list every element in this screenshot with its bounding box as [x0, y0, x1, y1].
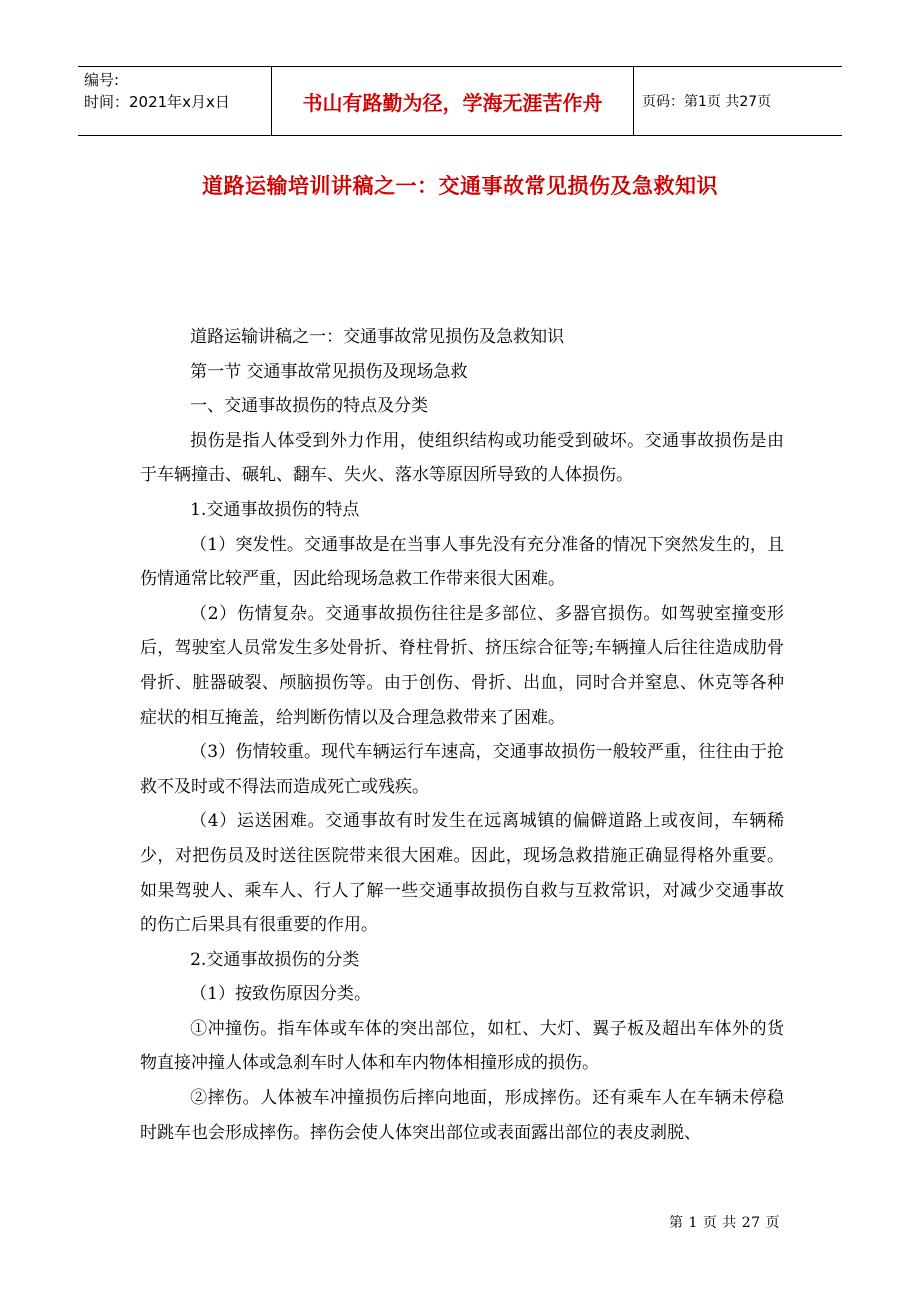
paragraph: （1）按致伤原因分类。 [190, 984, 371, 1005]
paragraph: ①冲撞伤。指车体或车体的突出部位，如杠、大灯、翼子板及超出车体外的货物直接冲撞人体或急刹车时人体和车内物体相撞形成的损伤。 [140, 1018, 784, 1074]
header-table [78, 66, 842, 136]
paragraph: ②摔伤。人体被车冲撞损伤后摔向地面，形成摔伤。还有乘车人在车辆未停稳时跳车也会形成摔伤。摔伤会使人体突出部位或表面露出部位的表皮剥脱、 [140, 1088, 784, 1143]
header-meta [78, 67, 272, 135]
document-number-label: 编号: [84, 71, 120, 89]
document-time-label: 时间：2021年x月x日 [84, 93, 230, 111]
paragraph: （4）运送困难。交通事故有时发生在远离城镇的偏僻道路上或夜间，车辆稀少，对把伤员及时送往医院带来很大困难。因此，现场急救措施正确显得格外重要。如果驾驶人、乘车人、行人了解一些交通事故损伤自救与互救常识，对减少交通事故的伤亡后果具有很重要的作用。 [140, 811, 784, 936]
section-heading: 第一节 交通事故常见损伤及现场急救 [190, 361, 468, 382]
document-title: 道路运输培训讲稿之一：交通事故常见损伤及急救知识 [202, 174, 718, 198]
subsection-heading: 一、交通事故损伤的特点及分类 [190, 396, 429, 417]
paragraph: （2）伤情复杂。交通事故损伤往往是多部位、多器官损伤。如驾驶室撞变形后，驾驶室人员常发生多处骨折、脊柱骨折、挤压综合征等;车辆撞人后往往造成肋骨骨折、脏器破裂、颅脑损伤等。由于创伤、骨折、出血，同时合并窒息、休克等各种症状的相互掩盖，给判断伤情以及合理急救带来了困难。 [140, 603, 784, 728]
page-footer: 第 1 页 共 27 页 [669, 1215, 780, 1231]
paragraph: （3）伤情较重。现代车辆运行车速高，交通事故损伤一般较严重，往往由于抢救不及时或不得法而造成死亡或残疾。 [140, 742, 784, 797]
header-motto: 书山有路勤为径，学海无涯苦作舟 [272, 67, 634, 135]
subsection-heading: 1.交通事故损伤的特点 [190, 499, 360, 520]
paragraph: 损伤是指人体受到外力作用，使组织结构或功能受到破坏。交通事故损伤是由于车辆撞击、碾轧、翻车、失火、落水等原因所导致的人体损伤。 [140, 430, 784, 486]
header-page-info: 页码：第1页 共27页 [642, 94, 772, 110]
document-body [140, 320, 784, 1150]
paragraph: 道路运输讲稿之一：交通事故常见损伤及急救知识 [190, 327, 565, 347]
paragraph: （1）突发性。交通事故是在当事人事先没有充分准备的情况下突然发生的，且伤情通常比较严重，因此给现场急救工作带来很大困难。 [140, 534, 784, 590]
subsection-heading: 2.交通事故损伤的分类 [190, 949, 360, 970]
